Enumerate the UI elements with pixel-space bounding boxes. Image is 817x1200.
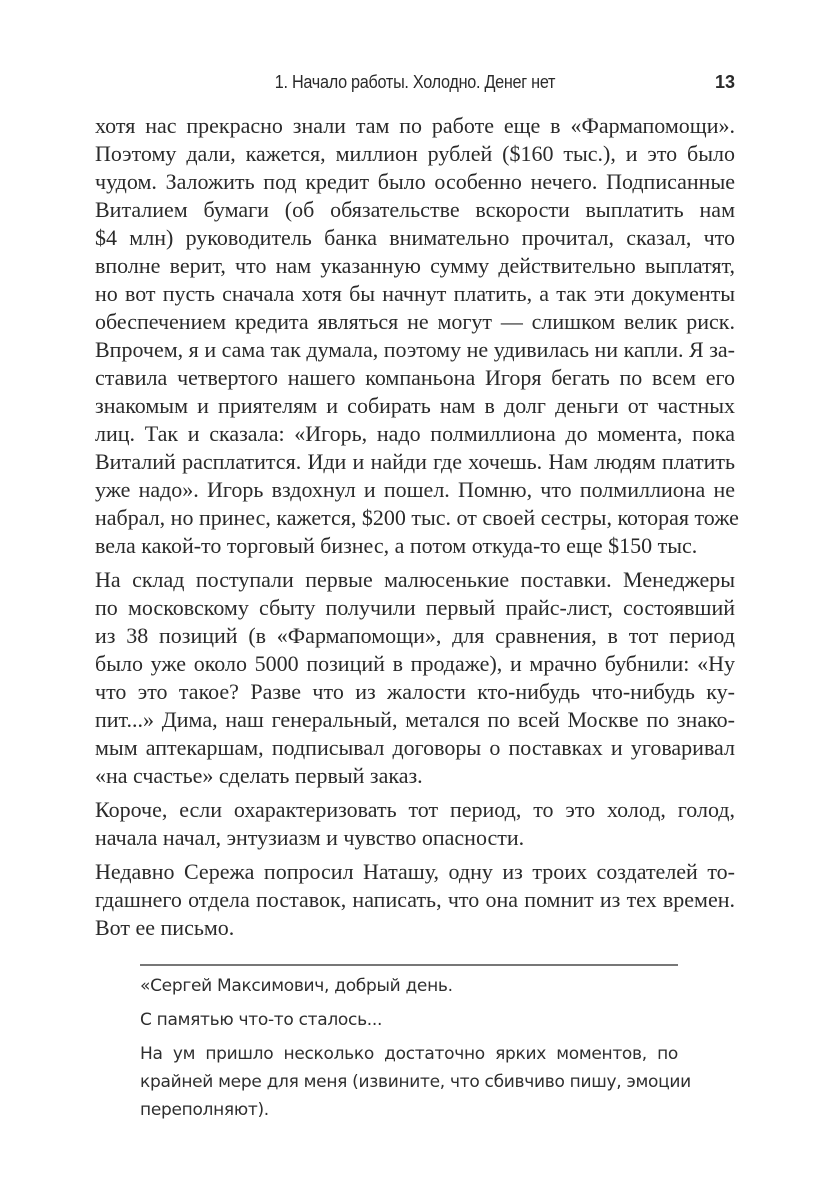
text-line: На ум пришло несколько достаточно ярких моментов, по [140,1044,678,1064]
page-number: 13 [714,72,735,92]
text-line: вела какой-то торговый бизнес, а потом откуда-то еще $150 тыс. [95,533,698,558]
text-line: начала начал, энтузиазм и чувство опасности. [95,825,525,850]
text-line: уже надо». Игорь вздохнул и пошел. Помню, что полмиллиона не [95,477,735,502]
text-line: Поэтому дали, кажется, миллион рублей ($160 тыс.), и это было [95,141,735,166]
text-line: ставила четвертого нашего компаньона Игоря бегать по всем его [95,365,735,390]
text-line: Вот ее письмо. [95,915,235,940]
running-header [95,72,735,100]
text-line: обеспечением кредита являться не могут — слишком велик риск. [95,309,735,334]
body-paragraph [95,566,735,790]
text-line: Виталий расплатится. Иди и найди где хочешь. Нам людям платить [95,449,735,474]
letter-quote-paragraph [140,1040,691,1124]
text-line: но вот пусть сначала хотя бы начнут платить, а так эти документы [95,281,735,306]
text-line: $4 млн) руководитель банка внимательно прочитал, сказал, что [95,225,735,250]
letter-quote-paragraph [140,972,678,1000]
text-line: «Сергей Максимович, добрый день. [140,976,453,996]
text-column [95,112,739,1124]
text-line: мым аптекаршам, подписывал договоры о поставках и уговаривал [95,735,735,760]
text-line: гдашнего отдела поставок, написать, что она помнит из тех времен. [95,887,735,912]
text-line: по московскому сбыту получили первый прайс-лист, состоявший [95,595,735,620]
text-line: было уже около 5000 позиций в продаже), и мрачно бубнили: «Ну [95,651,735,676]
letter-quote-paragraph [140,1006,678,1034]
body-paragraph [95,796,735,852]
text-line: лиц. Так и сказала: «Игорь, надо полмиллиона до момента, пока [95,421,735,446]
body-paragraph [95,858,735,942]
text-line: Недавно Сережа попросил Наташу, одну из троих создателей то- [95,859,735,884]
text-line: переполняют). [140,1100,269,1120]
text-line: Виталием бумаги (об обязательстве вскорости выплатить нам [95,197,735,222]
text-line: что это такое? Разве что из жалости кто-нибудь что-нибудь ку- [95,679,735,704]
text-line: набрал, но принес, кажется, $200 тыс. от своей сестры, которая тоже [95,505,739,530]
text-line: хотя нас прекрасно знали там по работе еще в «Фармапомощи». [95,113,735,138]
text-line: вполне верит, что нам указанную сумму действительно выплатят, [95,253,735,278]
body-paragraph [95,112,739,560]
text-line: знакомым и приятелям и собирать нам в долг деньги от частных [95,393,735,418]
text-line: Короче, если охарактеризовать тот период, то это холод, голод, [95,797,735,822]
text-line: чудом. Заложить под кредит было особенно нечего. Подписанные [95,169,735,194]
quote-divider [140,964,678,966]
text-line: С памятью что-то сталось... [140,1010,383,1030]
text-line: крайней мере для меня (извините, что сбивчиво пишу, эмоции [140,1072,691,1092]
chapter-title: 1. Начало работы. Холодно. Денег нет [274,72,556,92]
text-line: пит...» Дима, наш генеральный, метался по всей Москве по знако- [95,707,735,732]
text-line: из 38 позиций (в «Фармапомощи», для сравнения, в тот период [95,623,735,648]
text-line: На склад поступали первые малюсенькие поставки. Менеджеры [95,567,735,592]
text-line: Впрочем, я и сама так думала, поэтому не удивилась ни капли. Я за- [95,337,735,362]
text-line: «на счастье» сделать первый заказ. [95,763,423,788]
